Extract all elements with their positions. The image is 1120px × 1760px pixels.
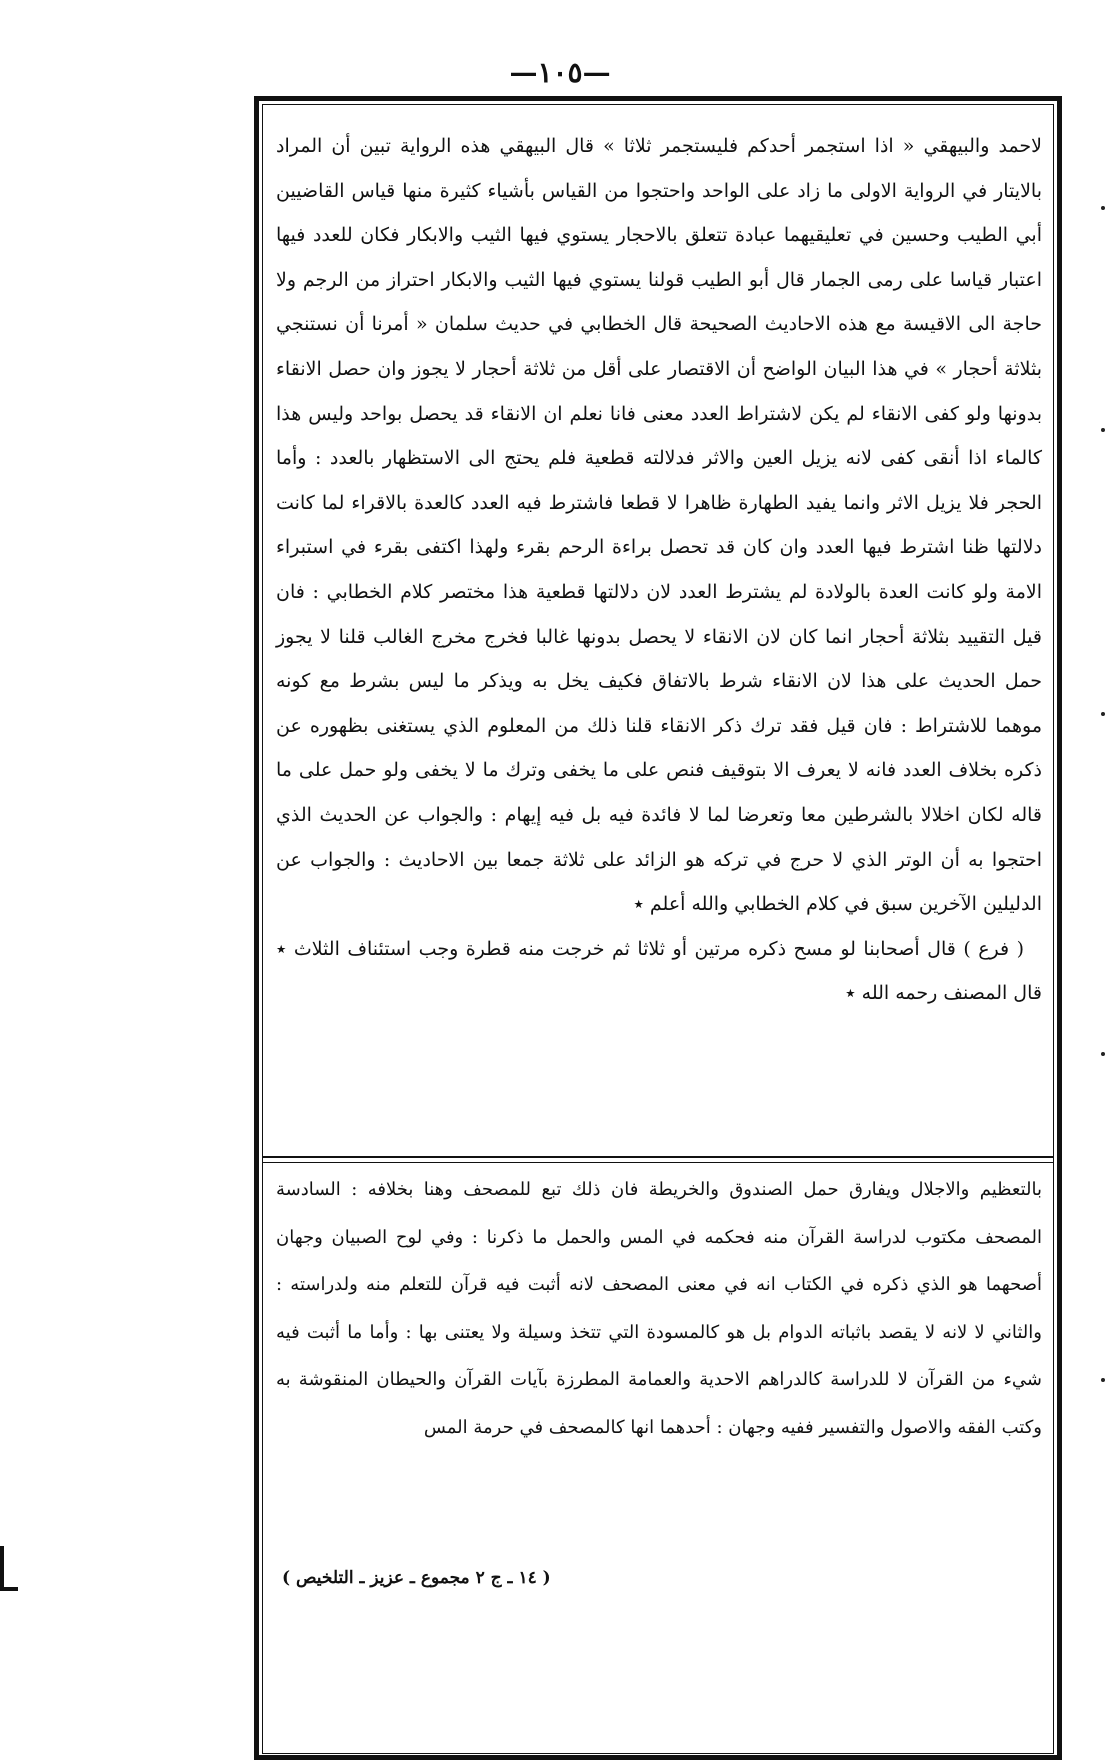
fara-paragraph: ( فرع ) قال أصحابنا لو مسح ذكره مرتين أو ثلاثا ثم خرجت منه قطرة وجب استئناف الثلاث ٭ قال المصنف رحمه الله ٭: [276, 937, 1042, 1005]
main-text: [276, 124, 1042, 1016]
footnote-paragraph: بالتعظيم والاجلال ويفارق حمل الصندوق والخريطة فان ذلك تبع للمصحف وهنا بخلافه : السادسة المصحف مكتوب لدراسة القرآن منه فحكمه في المس والحمل ما ذكرنا : وفي لوح الصبيان وجهان أصحهما هو الذي ذكره في الكتاب انه في معنى المصحف لانه أثبت فيه قرآن للتعلم منه ولدراسته : والثاني لا لانه لا يقصد باثباته الدوام بل هو كالمسودة التي تتخذ وسيلة ولا يعتنى بها : وأما ما أثبت فيه شيء من القرآن لا للدراسة كالدراهم الاحدية والعمامة المطرزة بآيات القرآن والحيطان المنقوشة به وكتب الفقه والاصول والتفسير ففيه وجهان : أحدهما انها كالمصحف في حرمة المس: [276, 1179, 1042, 1438]
footnote-divider-thin: [262, 1162, 1054, 1163]
scan-edge-mark: [1101, 206, 1105, 210]
scan-edge-mark: [1101, 1378, 1105, 1382]
scan-corner-mark: [0, 1546, 18, 1591]
main-paragraph: لاحمد والبيهقي « اذا استجمر أحدكم فليستجمر ثلاثا » قال البيهقي هذه الرواية تبين أن المراد بالايتار في الرواية الاولى ما زاد على الواحد واحتجوا من القياس بأشياء كثيرة منها قياس القاضيين أبي الطيب وحسين في تعليقيهما عبادة تتعلق بالاحجار يستوي فيها الثيب والابكار فكان للعدد فيها اعتبار قياسا على رمى الجمار قال أبو الطيب قولنا يستوي فيها الثيب والابكار احتراز من الرجم ولا حاجة الى الاقيسة مع هذه الاحاديث الصحيحة قال الخطابي في حديث سلمان « أمرنا أن نستنجي بثلاثة أحجار » في هذا البيان الواضح أن الاقتصار على أقل من ثلاثة أحجار لا يجوز وان حصل الانقاء بدونها ولو كفى الانقاء لم يكن لاشتراط العدد معنى فانا نعلم ان الانقاء قد يحصل بواحد وليس هذا كالماء اذا أنقى كفى لانه يزيل العين والاثر فدلالته قطعية فلم يحتج الى الاستظهار بالعدد : وأما الحجر فلا يزيل الاثر وانما يفيد الطهارة ظاهرا لا قطعا فاشترط فيه العدد كالعدة بالاقراء لما كانت دلالتها ظنا اشترط فيها العدد وان كان قد تحصل براءة الرحم بقرء ولهذا اكتفى بقرء في استبراء الامة ولو كانت العدة بالولادة لم يشترط العدد لان دلالتها قطعية هذا مختصر كلام الخطابي : فان قيل التقييد بثلاثة أحجار انما كان لان الانقاء لا يحصل بدونها غالبا فخرج مخرج الغالب قلنا لا يجوز حمل الحديث على هذا لان الانقاء شرط بالاتفاق فكيف يخل به ويذكر ما ليس بشرط مع كونه موهما للاشتراط : فان قيل فقد ترك ذكر الانقاء قلنا ذلك من المعلوم الذي يستغنى بظهوره عن ذكره بخلاف العدد فانه لا يعرف الا بتوقيف فنص على ما يخفى وترك ما لا يخفى ولو حمل على ما قاله لكان اخلالا بالشرطين معا وتعرضا لما لا فائدة فيه بل فيه إيهام : والجواب عن الحديث الذي احتجوا به أن الوتر الذي لا حرج في تركه هو الزائد على ثلاثة جمعا بين الاحاديث : والجواب عن الدليلين الآخرين سبق في كلام الخطابي والله أعلم ٭: [276, 135, 1042, 916]
page-number: —١٠٥—: [509, 56, 611, 89]
scan-edge-mark: [1101, 712, 1105, 716]
footnote-divider: [262, 1156, 1054, 1158]
scan-edge-mark: [1101, 1052, 1105, 1056]
footnote-text: [276, 1166, 1042, 1452]
scan-edge-mark: [1101, 428, 1105, 432]
printer-signature: ( ١٤ ـ ج ٢ مجموع ـ عزيز ـ التلخيص ): [282, 1568, 551, 1588]
